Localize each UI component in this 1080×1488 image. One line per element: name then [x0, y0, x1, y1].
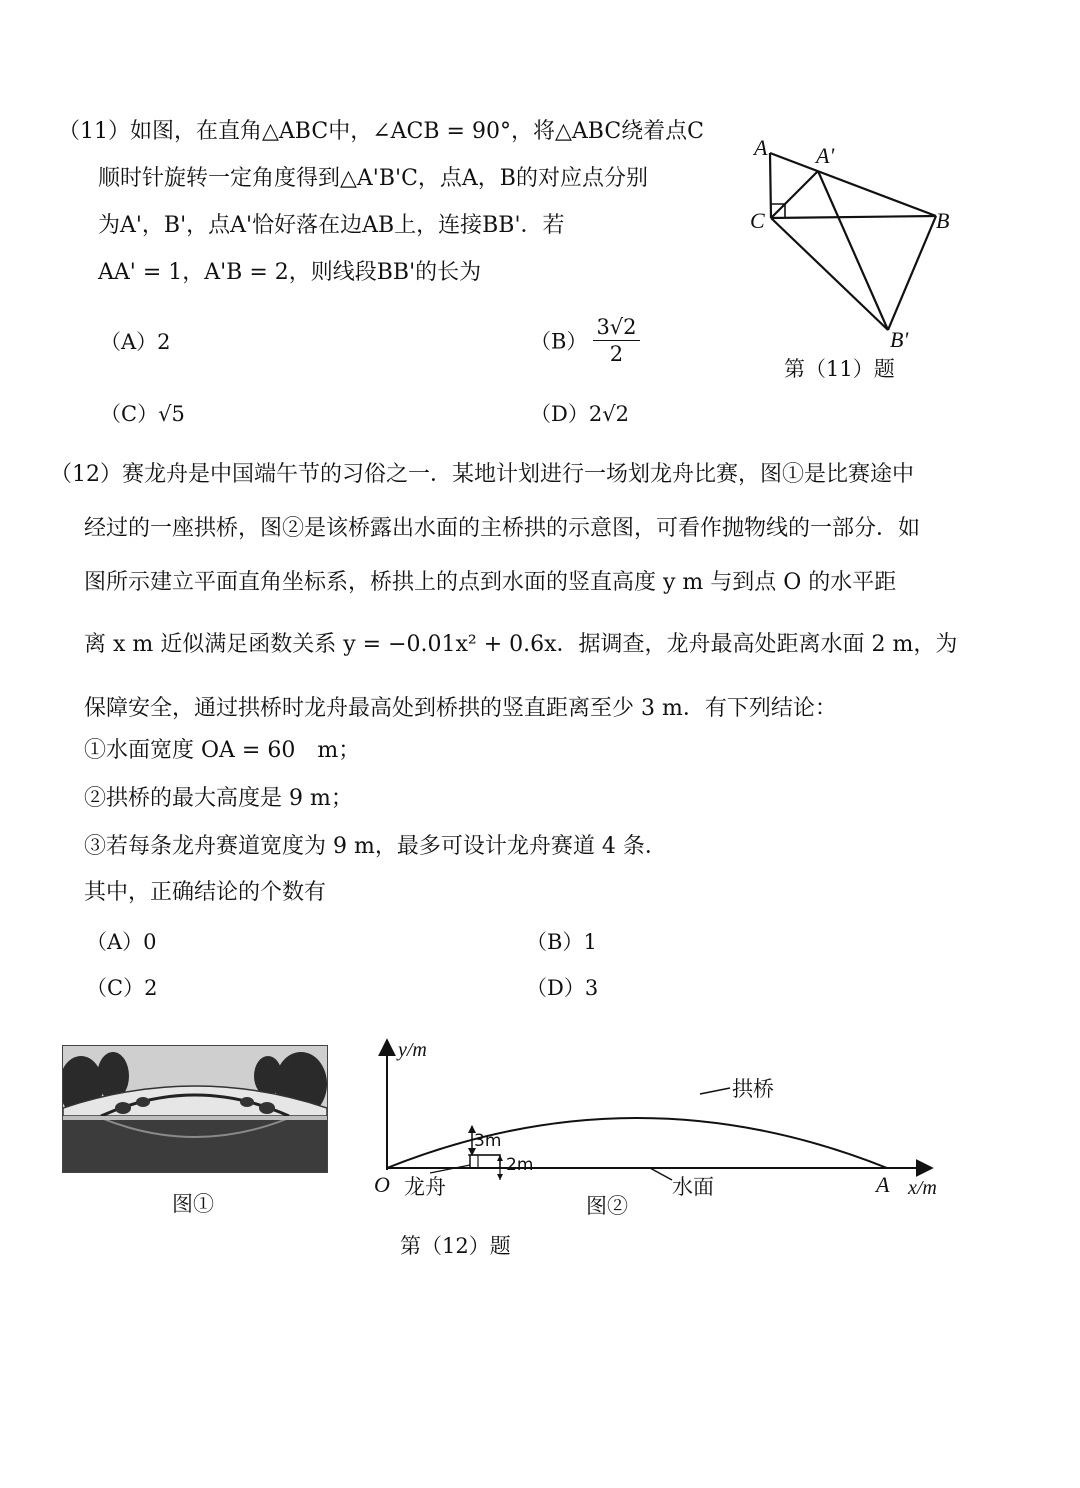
q11-line-3: 为A'，B'，点A'恰好落在边AB上，连接BB'．若: [98, 213, 565, 238]
q11-option-b: [530, 314, 640, 367]
q12-line-question: 其中，正确结论的个数有: [84, 880, 327, 905]
gap-label: 3m: [474, 1131, 502, 1151]
fraction: [593, 314, 639, 367]
fraction-numerator: 3√2: [593, 314, 639, 341]
option-label: （A）: [86, 930, 144, 954]
bridge-photo-drawing: [63, 1046, 327, 1172]
option-label: （D）: [530, 402, 589, 426]
q12-line-5: 保障安全，通过拱桥时龙舟最高处到桥拱的竖直距离至少 3 m．有下列结论：: [84, 696, 837, 721]
segment-ca1: [771, 171, 818, 218]
segment-cb1: [771, 218, 888, 330]
option-value: 1: [583, 930, 597, 954]
fraction-denominator: 2: [609, 342, 624, 366]
q12-option-a: [86, 926, 157, 956]
figure-2-caption: 图②: [586, 1194, 628, 1218]
arch-label: 拱桥: [732, 1077, 774, 1101]
q11-line-2: 顺时针旋转一定角度得到△A'B'C，点A，B的对应点分别: [98, 166, 648, 191]
segment-bb1: [888, 216, 936, 330]
label-a-prime: A': [816, 143, 835, 168]
option-value: √5: [158, 402, 185, 426]
point-a-label: A: [876, 1172, 890, 1197]
option-label: （A）: [100, 330, 158, 354]
x-axis-label: x/m: [908, 1177, 937, 1199]
option-value: 2: [157, 330, 171, 354]
q12-option-b: [526, 926, 597, 956]
arch-label-pointer: [700, 1088, 730, 1094]
label-b: B: [936, 208, 950, 233]
option-value: 2√2: [588, 402, 629, 426]
boat-label: 龙舟: [404, 1175, 446, 1199]
water-label-pointer: [650, 1168, 672, 1180]
q11-line-4: AA' = 1，A'B = 2，则线段BB'的长为: [98, 260, 482, 285]
q12-line-3: 图所示建立平面直角坐标系，桥拱上的点到水面的竖直高度 y m 与到点 O 的水平距: [84, 570, 897, 595]
origin-label: O: [374, 1172, 390, 1197]
q12-option-c: [86, 972, 157, 1002]
q12-line-4: 离 x m 近似满足函数关系 y = −0.01x² + 0.6x．据调查，龙舟最高处距离水面 2 m，为: [84, 632, 958, 657]
bridge-photo: [62, 1045, 328, 1173]
option-value: 3: [584, 976, 599, 1000]
option-label: （C）: [100, 402, 159, 426]
q11-triangle-figure: [740, 125, 980, 355]
option-label: （B）: [526, 930, 584, 954]
q12-line-2: 经过的一座拱桥，图②是该桥露出水面的主桥拱的示意图，可看作抛物线的一部分．如: [84, 516, 921, 541]
option-label: （C）: [86, 976, 145, 1000]
q11-option-a: [100, 326, 171, 356]
option-value: 0: [143, 930, 157, 954]
option-label: （D）: [526, 976, 585, 1000]
boat-height-label: 2m: [506, 1155, 534, 1175]
q12-option-d: [526, 972, 598, 1002]
q11-option-d: [530, 398, 629, 428]
q12-conclusion-2: ②拱桥的最大高度是 9 m；: [84, 786, 353, 811]
q12-conclusion-3: ③若每条龙舟赛道宽度为 9 m，最多可设计龙舟赛道 4 条．: [84, 834, 667, 859]
water-label: 水面: [672, 1175, 714, 1199]
arch-bridge-diagram: [360, 1030, 960, 1220]
y-axis-label: y/m: [398, 1039, 427, 1061]
label-b-prime: B': [890, 327, 909, 352]
segment-ab: [770, 153, 936, 216]
segment-ac: [770, 153, 771, 218]
segment-cb: [771, 216, 936, 218]
q12-conclusion-1: ①水面宽度 OA = 60 m；: [84, 738, 361, 763]
q12-figure-caption: 第（12）题: [400, 1234, 511, 1258]
option-value: 2: [144, 976, 158, 1000]
q11-line-1: （11）如图，在直角△ABC中，∠ACB = 90°，将△ABC绕着点C: [58, 119, 704, 144]
figure-1-caption: 图①: [172, 1192, 214, 1216]
label-c: C: [750, 208, 765, 233]
q11-option-c: [100, 398, 185, 428]
option-label: （B）: [530, 329, 588, 354]
q11-figure-caption: 第（11）题: [784, 357, 895, 381]
label-a: A: [754, 135, 768, 160]
arch-parabola: [387, 1118, 887, 1168]
boat-shape: [470, 1155, 500, 1168]
q12-line-1: （12）赛龙舟是中国端午节的习俗之一．某地计划进行一场划龙舟比赛，图①是比赛途中: [50, 462, 914, 487]
